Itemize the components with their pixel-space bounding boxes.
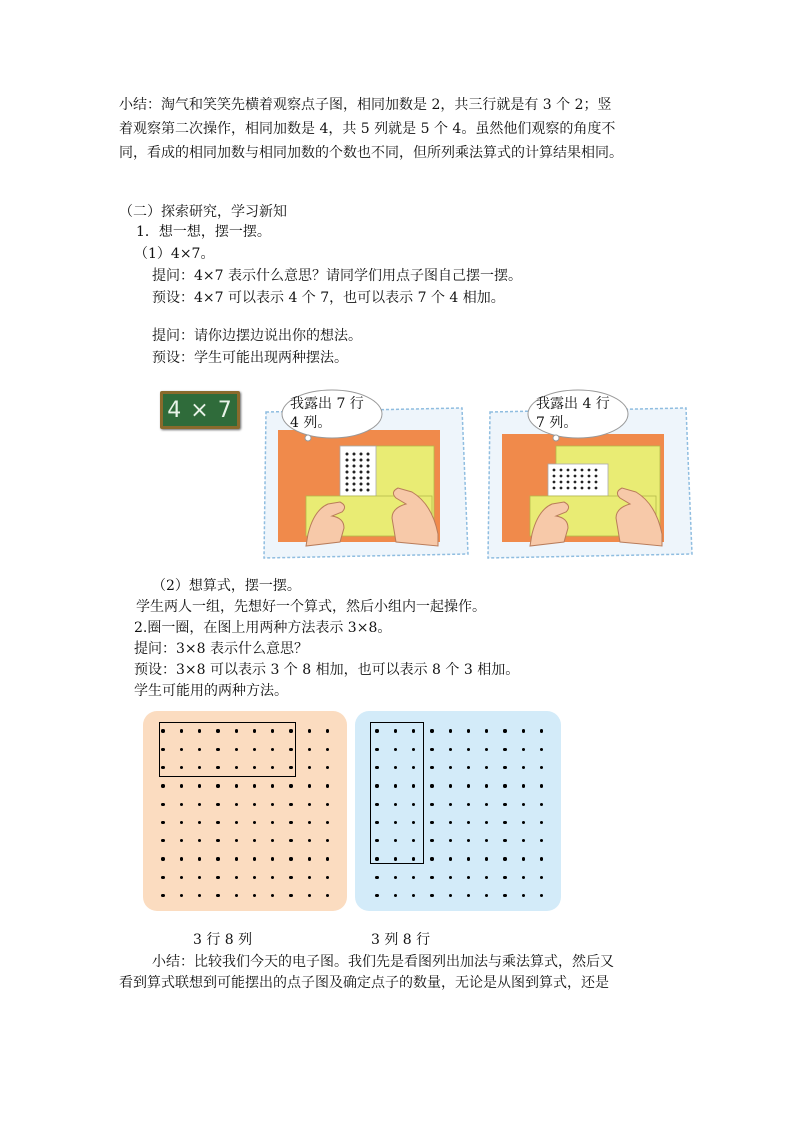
dot — [467, 766, 470, 769]
dot — [253, 821, 256, 824]
dot — [394, 894, 397, 897]
dot — [289, 784, 292, 787]
methods-intro: 学生可能用的两种方法。 — [134, 683, 288, 699]
dot — [308, 729, 311, 732]
dot — [271, 821, 274, 824]
grid-left-caption: 3 行 8 列 — [193, 932, 253, 948]
dot — [161, 784, 164, 787]
dot — [289, 894, 292, 897]
question2: 提问：请你边摆边说出你的想法。 — [152, 328, 362, 344]
dot — [326, 729, 329, 732]
dot — [430, 748, 433, 751]
dot — [430, 857, 433, 860]
question1: 提问：4×7 表示什么意思？请同学们用点子图自己摆一摆。 — [152, 268, 522, 284]
dot — [308, 857, 311, 860]
dot — [289, 803, 292, 806]
dot — [326, 894, 329, 897]
dot — [326, 839, 329, 842]
summary2-line1: 小结：比较我们今天的电子图。我们先是看图列出加法与乘法算式，然后又 — [152, 954, 614, 970]
dot — [540, 748, 543, 751]
dot — [198, 857, 201, 860]
dot — [503, 766, 506, 769]
dot — [485, 729, 488, 732]
dot — [161, 821, 164, 824]
question3: 提问：3×8 表示什么意思？ — [134, 641, 308, 657]
dot — [503, 894, 506, 897]
sub2-description: 学生两人一组，先想好一个算式，然后小组内一起操作。 — [136, 599, 486, 615]
dot — [467, 857, 470, 860]
dot — [271, 784, 274, 787]
answer3: 预设：3×8 可以表示 3 个 8 相加，也可以表示 8 个 3 相加。 — [134, 662, 520, 678]
dot — [326, 857, 329, 860]
item2-title: 2.圈一圈，在图上用两种方法表示 3×8。 — [134, 620, 392, 636]
dot — [326, 803, 329, 806]
dot — [308, 839, 311, 842]
dot — [180, 821, 183, 824]
dot — [394, 876, 397, 879]
dot — [161, 876, 164, 879]
dot — [522, 729, 525, 732]
bubble-left-line1: 我露出 7 行 — [290, 396, 364, 412]
dot — [467, 821, 470, 824]
dot — [522, 784, 525, 787]
dot — [467, 876, 470, 879]
dot — [180, 784, 183, 787]
section-heading: （二）探索研究，学习新知 — [119, 204, 287, 220]
dot — [503, 839, 506, 842]
dot — [503, 821, 506, 824]
dot — [308, 766, 311, 769]
dot — [161, 894, 164, 897]
selection-rectangle — [159, 722, 296, 777]
dot — [180, 839, 183, 842]
sub1: （1）4×7。 — [134, 246, 215, 262]
summary1-line3: 同，看成的相同加数与相同加数的个数也不同，但所列乘法算式的计算结果相同。 — [119, 145, 623, 161]
selection-rectangle — [370, 722, 424, 864]
dot — [235, 894, 238, 897]
dot — [485, 857, 488, 860]
dot — [449, 839, 452, 842]
illustration-left — [262, 384, 472, 564]
dot — [503, 729, 506, 732]
dot — [308, 821, 311, 824]
dot — [522, 894, 525, 897]
dot — [430, 803, 433, 806]
dot — [467, 839, 470, 842]
dot — [522, 857, 525, 860]
dot — [216, 784, 219, 787]
dot — [308, 803, 311, 806]
dot — [198, 894, 201, 897]
dot — [540, 857, 543, 860]
dot — [308, 748, 311, 751]
dot — [540, 876, 543, 879]
dot — [412, 876, 415, 879]
dot — [449, 784, 452, 787]
dot — [430, 784, 433, 787]
speech-bubble-right — [526, 388, 632, 438]
dot — [216, 894, 219, 897]
dot — [180, 876, 183, 879]
dot — [449, 876, 452, 879]
dot — [540, 766, 543, 769]
illustration-right — [486, 384, 696, 564]
dot — [253, 876, 256, 879]
dot — [522, 839, 525, 842]
dot — [540, 803, 543, 806]
dot — [253, 857, 256, 860]
dot — [522, 748, 525, 751]
dot — [522, 803, 525, 806]
dot — [430, 876, 433, 879]
dot — [375, 876, 378, 879]
dot — [271, 876, 274, 879]
dot — [467, 784, 470, 787]
dot — [235, 857, 238, 860]
dot — [522, 876, 525, 879]
dot — [271, 803, 274, 806]
dot-grid-left — [143, 711, 347, 911]
dot — [216, 803, 219, 806]
dot — [412, 894, 415, 897]
dot — [467, 729, 470, 732]
item1-title: 1．想一想，摆一摆。 — [136, 224, 271, 240]
dot — [485, 748, 488, 751]
dot — [449, 766, 452, 769]
dot — [485, 894, 488, 897]
dot — [271, 839, 274, 842]
dot — [216, 876, 219, 879]
dot — [271, 894, 274, 897]
dot — [485, 784, 488, 787]
dot — [235, 821, 238, 824]
dot — [161, 803, 164, 806]
dot — [235, 839, 238, 842]
dot — [485, 839, 488, 842]
dot — [289, 876, 292, 879]
dot — [522, 766, 525, 769]
dot — [430, 766, 433, 769]
dot — [326, 766, 329, 769]
dot — [326, 876, 329, 879]
dot — [235, 803, 238, 806]
dot — [253, 784, 256, 787]
dot — [540, 729, 543, 732]
summary2-line2: 看到算式联想到可能摆出的点子图及确定点子的数量，无论是从图到算式，还是 — [119, 975, 609, 991]
dot — [253, 803, 256, 806]
dot — [180, 803, 183, 806]
bubble-left-line2: 4 列。 — [290, 415, 332, 431]
dot — [449, 748, 452, 751]
dot — [430, 839, 433, 842]
dot — [308, 784, 311, 787]
dot — [216, 839, 219, 842]
dot — [485, 803, 488, 806]
dot — [326, 748, 329, 751]
dot — [289, 821, 292, 824]
dot — [503, 748, 506, 751]
dot — [235, 784, 238, 787]
dot — [198, 784, 201, 787]
dot — [540, 894, 543, 897]
dot — [503, 784, 506, 787]
dot — [216, 821, 219, 824]
dot-grid-right — [355, 711, 561, 911]
dot — [235, 876, 238, 879]
dot — [540, 821, 543, 824]
dot — [289, 857, 292, 860]
summary1-line1: 小结：淘气和笑笑先横着观察点子图，相同加数是 2，共三行就是有 3 个 2；竖 — [119, 97, 612, 113]
dot — [289, 839, 292, 842]
dot — [449, 803, 452, 806]
dot — [467, 803, 470, 806]
dot — [180, 857, 183, 860]
dot — [449, 894, 452, 897]
dot — [253, 839, 256, 842]
dot — [449, 729, 452, 732]
bubble-right-line2: 7 列。 — [536, 415, 578, 431]
dot — [180, 894, 183, 897]
dot — [449, 857, 452, 860]
chalkboard — [160, 391, 240, 429]
dot — [198, 803, 201, 806]
dot — [216, 857, 219, 860]
dot — [308, 894, 311, 897]
dot — [430, 729, 433, 732]
dot — [326, 821, 329, 824]
summary1-line2: 着观察第二次操作，相同加数是 4，共 5 列就是 5 个 4。虽然他们观察的角度不 — [119, 121, 616, 137]
speech-bubble-left — [280, 388, 386, 438]
dot — [485, 766, 488, 769]
bubble-right-line1: 我露出 4 行 — [536, 396, 610, 412]
dot — [198, 821, 201, 824]
dot — [375, 894, 378, 897]
dot — [467, 894, 470, 897]
dot — [430, 821, 433, 824]
dot — [161, 857, 164, 860]
dot — [485, 821, 488, 824]
dot — [503, 857, 506, 860]
chalkboard-text: 4 × 7 — [167, 397, 233, 423]
dot — [271, 857, 274, 860]
dot — [503, 876, 506, 879]
answer2: 预设：学生可能出现两种摆法。 — [152, 350, 348, 366]
dot — [522, 821, 525, 824]
dot — [485, 876, 488, 879]
dot — [198, 839, 201, 842]
sub2: （2）想算式，摆一摆。 — [152, 578, 301, 594]
dot — [540, 839, 543, 842]
dot — [326, 784, 329, 787]
grid-right-caption: 3 列 8 行 — [371, 932, 431, 948]
dot — [430, 894, 433, 897]
dot — [449, 821, 452, 824]
answer1: 预设：4×7 可以表示 4 个 7，也可以表示 7 个 4 相加。 — [152, 290, 505, 306]
dot — [308, 876, 311, 879]
dot — [253, 894, 256, 897]
dot — [503, 803, 506, 806]
dot — [467, 748, 470, 751]
dot — [161, 839, 164, 842]
dot — [198, 876, 201, 879]
dot — [540, 784, 543, 787]
